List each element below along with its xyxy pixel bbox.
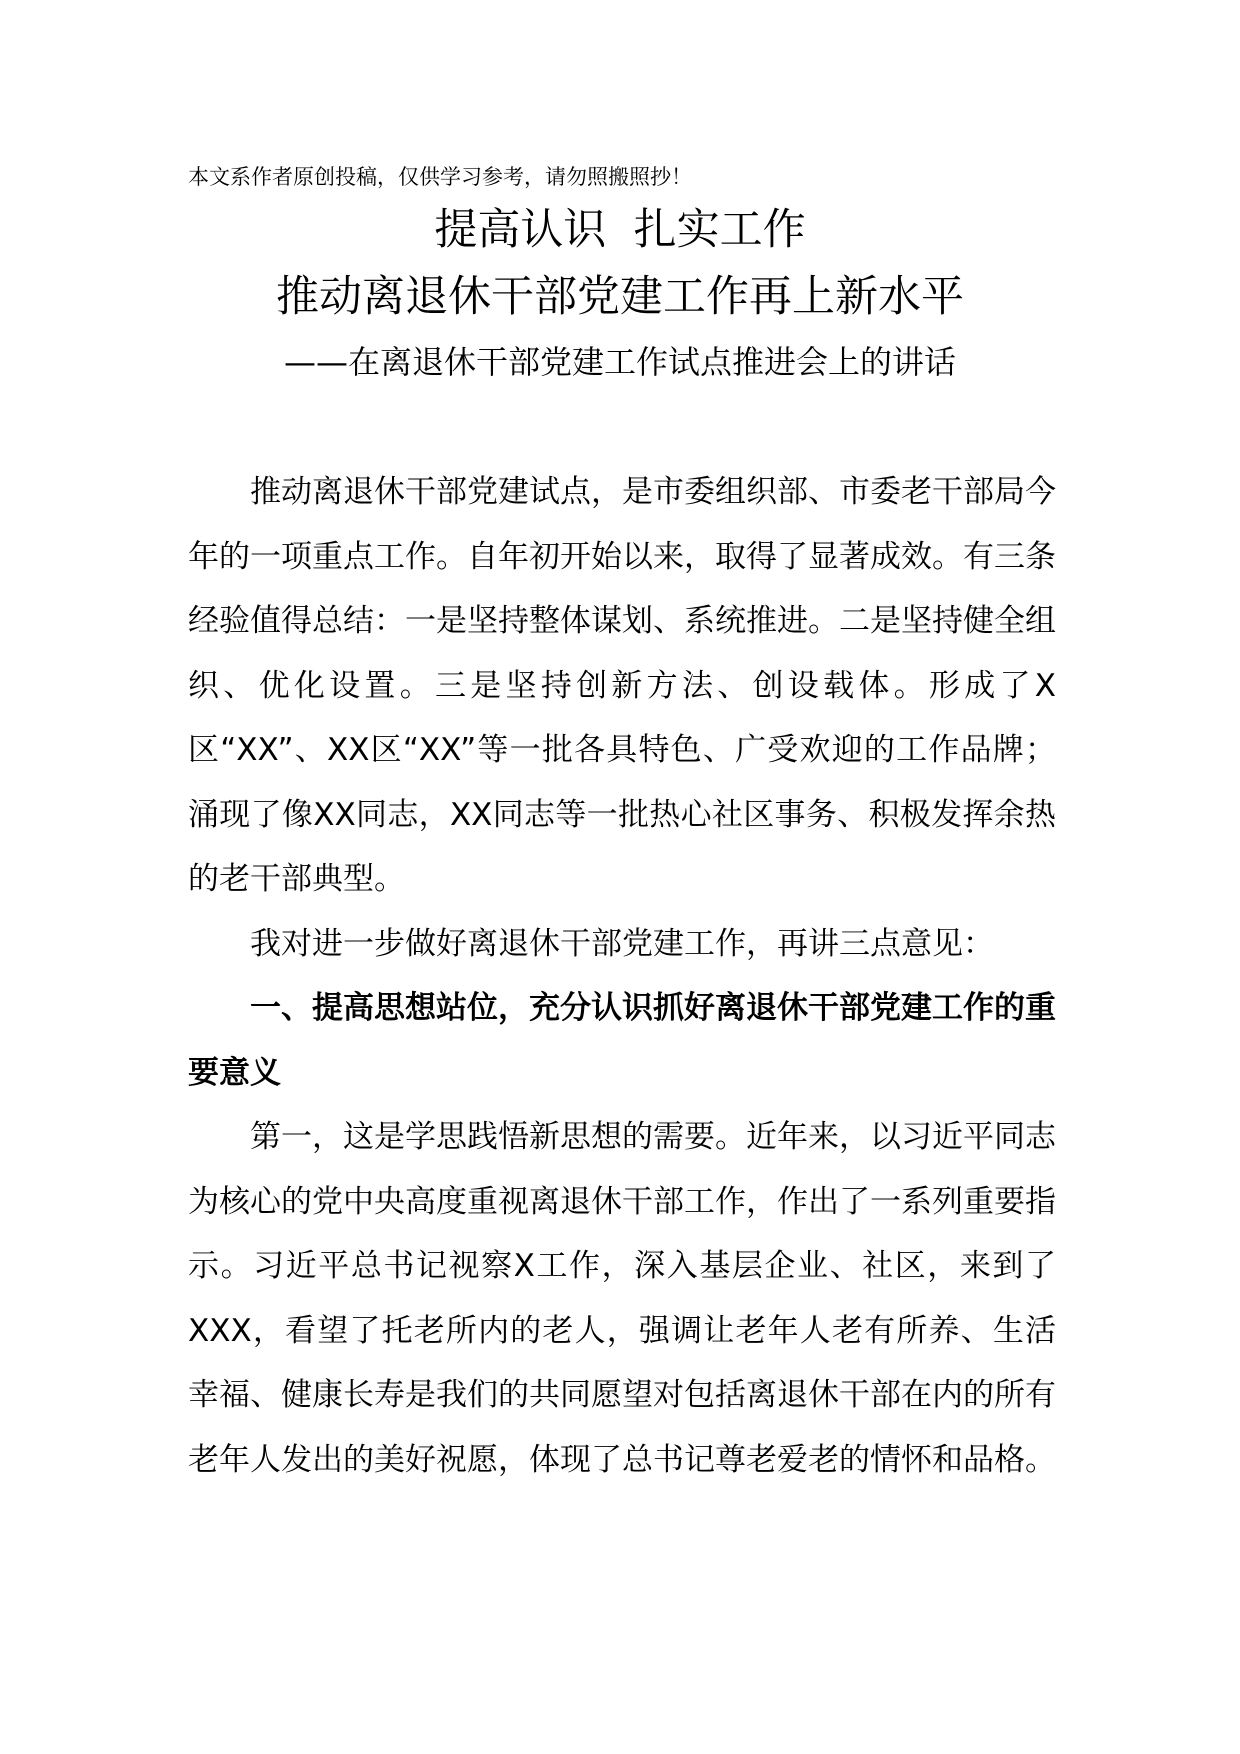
title-line-2: 推动离退休干部党建工作再上新水平 bbox=[276, 272, 964, 322]
copyright-notice: 本文系作者原创投稿，仅供学习参考，请勿照搬照抄！ bbox=[188, 165, 692, 189]
body-paragraph: 我对进一步做好离退休干部党建工作，再讲三点意见： bbox=[250, 925, 994, 962]
section-heading: 一、提高思想站位，充分认识抓好离退休干部党建工作的重要意义 bbox=[188, 990, 1056, 1091]
document-body bbox=[188, 460, 1056, 1492]
subtitle: ——在离退休干部党建工作试点推进会上的讲话 bbox=[283, 343, 956, 381]
body-paragraph: 推动离退休干部党建试点，是市委组织部、市委老干部局今年的一项重点工作。自年初开始以来，取得了显著成效。有三条经验值得总结：一是坚持整体谋划、系统推进。二是坚持健全组织、优化设置。三是坚持创新方法、创设载体。形成了X区“XX”、XX区“XX”等一批各具特色、广受欢迎的工作品牌；涌现了像XX同志，XX同志等一批热心社区事务、积极发挥余热的老干部典型。 bbox=[188, 474, 1056, 897]
title-line-1: 提高认识 扎实工作 bbox=[434, 205, 806, 255]
body-paragraph: 第一，这是学思践悟新思想的需要。近年来，以习近平同志为核心的党中央高度重视离退休干部工作，作出了一系列重要指示。习近平总书记视察X工作，深入基层企业、社区，来到了XXX，看望了托老所内的老人，强调让老年人老有所养、生活幸福、健康长寿是我们的共同愿望对包括离退休干部在内的所有老年人发出的美好祝愿，体现了总书记尊老爱老的情怀和品格。 bbox=[188, 1119, 1056, 1478]
